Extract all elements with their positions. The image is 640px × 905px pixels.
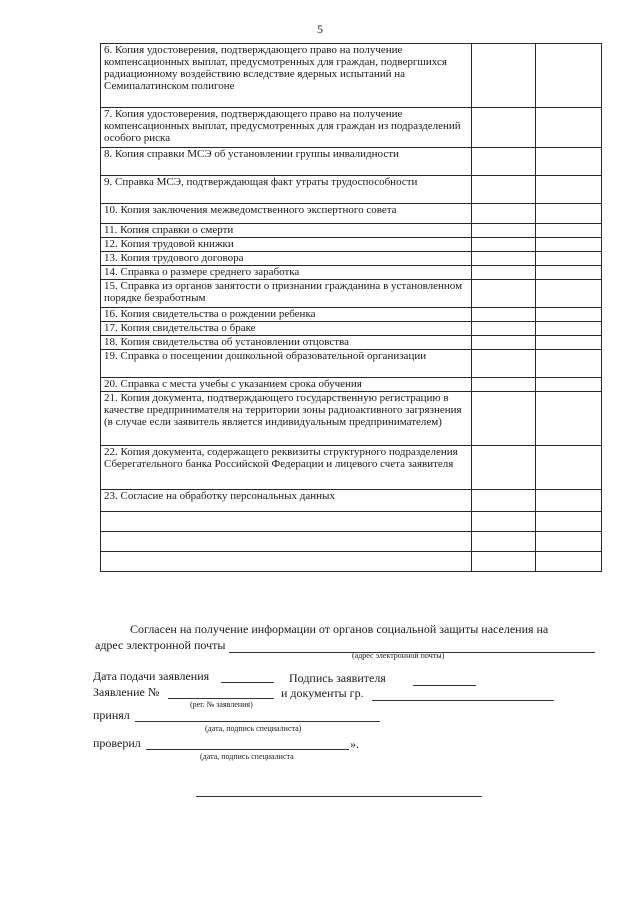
note-cell[interactable]	[536, 224, 602, 238]
checked-field[interactable]	[146, 749, 349, 750]
note-cell[interactable]	[536, 238, 602, 252]
document-cell	[101, 532, 472, 552]
note-cell[interactable]	[536, 490, 602, 512]
document-cell	[101, 44, 472, 108]
email-label: адрес электронной почты	[95, 638, 226, 652]
note-cell[interactable]	[536, 378, 602, 392]
application-number-field[interactable]	[168, 698, 274, 699]
document-name: 9. Справка МСЭ, подтверждающая факт утраты трудоспособности	[104, 176, 418, 188]
document-name: 11. Копия справки о смерти	[104, 224, 234, 236]
note-cell[interactable]	[536, 252, 602, 266]
document-name: 8. Копия справки МСЭ об установлении группы инвалидности	[104, 148, 399, 160]
document-cell	[101, 378, 472, 392]
table-row	[101, 512, 602, 532]
documents-label: и документы гр.	[281, 686, 364, 700]
table-row	[101, 238, 602, 252]
table-row	[101, 308, 602, 322]
note-cell[interactable]	[536, 322, 602, 336]
mark-cell[interactable]	[472, 322, 536, 336]
checked-label: проверил	[93, 736, 141, 750]
note-cell[interactable]	[536, 336, 602, 350]
table-row	[101, 392, 602, 446]
document-name: 18. Копия свидетельства об установлении отцовства	[104, 336, 349, 348]
consent-section	[95, 621, 595, 653]
note-cell[interactable]	[536, 204, 602, 224]
mark-cell[interactable]	[472, 148, 536, 176]
accepted-field[interactable]	[135, 721, 380, 722]
accepted-label: принял	[93, 708, 130, 722]
consent-text: Согласен на получение информации от органов социальной защиты населения на	[130, 622, 549, 636]
table-row	[101, 224, 602, 238]
mark-cell[interactable]	[472, 392, 536, 446]
mark-cell[interactable]	[472, 224, 536, 238]
application-number-label: Заявление №	[93, 685, 160, 699]
document-cell	[101, 252, 472, 266]
document-cell	[101, 224, 472, 238]
document-name: 16. Копия свидетельства о рождении ребенка	[104, 308, 316, 320]
mark-cell[interactable]	[472, 446, 536, 490]
note-cell[interactable]	[536, 532, 602, 552]
applicant-name-field[interactable]	[372, 700, 554, 701]
mark-cell[interactable]	[472, 238, 536, 252]
document-name: 10. Копия заключения межведомственного экспертного совета	[104, 204, 397, 216]
document-cell	[101, 512, 472, 532]
document-name: 20. Справка с места учебы с указанием срока обучения	[104, 378, 362, 390]
document-name: 6. Копия удостоверения, подтверждающего право на получение компенсационных выплат, предусмотренных для граждан, подвергшихся радиационному воздействию вследствие ядерных испытаний на Семипалатинском полигоне	[104, 44, 447, 92]
table-row	[101, 378, 602, 392]
document-name: 21. Копия документа, подтверждающего государственную регистрацию в качестве предпринимателя на территории зоны радиоактивного загрязнения (в случае если заявитель является индивидуальным предпринимателем)	[104, 392, 462, 428]
checked-hint: (дата, подпись специалиста	[200, 752, 294, 761]
table-row	[101, 446, 602, 490]
note-cell[interactable]	[536, 108, 602, 148]
document-cell	[101, 108, 472, 148]
document-cell	[101, 392, 472, 446]
mark-cell[interactable]	[472, 176, 536, 204]
table-row	[101, 350, 602, 378]
signature-field[interactable]	[413, 685, 476, 686]
mark-cell[interactable]	[472, 266, 536, 280]
table-row	[101, 44, 602, 108]
email-hint: (адрес электронной почты)	[352, 651, 445, 660]
table-row	[101, 252, 602, 266]
table-row	[101, 490, 602, 512]
note-cell[interactable]	[536, 512, 602, 532]
bottom-signature-line	[196, 796, 482, 797]
mark-cell[interactable]	[472, 350, 536, 378]
note-cell[interactable]	[536, 148, 602, 176]
document-cell	[101, 238, 472, 252]
date-field[interactable]	[221, 682, 274, 683]
table-row	[101, 280, 602, 308]
accepted-hint: (дата, подпись специалиста)	[205, 724, 302, 733]
mark-cell[interactable]	[472, 490, 536, 512]
table-row	[101, 336, 602, 350]
table-row	[101, 204, 602, 224]
mark-cell[interactable]	[472, 44, 536, 108]
table-row	[101, 108, 602, 148]
document-cell	[101, 280, 472, 308]
document-name: 19. Справка о посещении дошкольной образовательной организации	[104, 350, 427, 362]
table-row	[101, 266, 602, 280]
document-name: 14. Справка о размере среднего заработка	[104, 266, 300, 278]
mark-cell[interactable]	[472, 204, 536, 224]
document-cell	[101, 148, 472, 176]
document-name: 23. Согласие на обработку персональных данных	[104, 490, 335, 502]
document-cell	[101, 204, 472, 224]
mark-cell[interactable]	[472, 378, 536, 392]
note-cell[interactable]	[536, 266, 602, 280]
document-cell	[101, 490, 472, 512]
document-name: 12. Копия трудовой книжки	[104, 238, 234, 250]
mark-cell[interactable]	[472, 532, 536, 552]
mark-cell[interactable]	[472, 552, 536, 572]
mark-cell[interactable]	[472, 308, 536, 322]
document-cell	[101, 336, 472, 350]
document-cell	[101, 322, 472, 336]
note-cell[interactable]	[536, 44, 602, 108]
note-cell[interactable]	[536, 350, 602, 378]
table-row	[101, 532, 602, 552]
mark-cell[interactable]	[472, 108, 536, 148]
documents-table	[100, 43, 602, 572]
table-row	[101, 552, 602, 572]
mark-cell[interactable]	[472, 280, 536, 308]
table-row	[101, 176, 602, 204]
signature-label: Подпись заявителя	[289, 671, 386, 685]
document-cell	[101, 350, 472, 378]
document-name: 13. Копия трудового договора	[104, 252, 244, 264]
checked-end: ».	[350, 737, 359, 751]
document-cell	[101, 446, 472, 490]
date-label: Дата подачи заявления	[93, 669, 210, 683]
document-cell	[101, 308, 472, 322]
note-cell[interactable]	[536, 392, 602, 446]
mark-cell[interactable]	[472, 252, 536, 266]
document-name: 22. Копия документа, содержащего реквизиты структурного подразделения Сберегательного банка Российской Федерации и лицевого счета заявителя	[104, 446, 458, 470]
note-cell[interactable]	[536, 446, 602, 490]
note-cell[interactable]	[536, 280, 602, 308]
note-cell[interactable]	[536, 176, 602, 204]
table-row	[101, 148, 602, 176]
mark-cell[interactable]	[472, 512, 536, 532]
note-cell[interactable]	[536, 552, 602, 572]
document-name: 15. Справка из органов занятости о признании гражданина в установленном порядке безработным	[104, 280, 463, 304]
document-cell	[101, 176, 472, 204]
note-cell[interactable]	[536, 308, 602, 322]
mark-cell[interactable]	[472, 336, 536, 350]
document-cell	[101, 552, 472, 572]
page-number: 5	[317, 22, 323, 36]
reg-number-hint: (рег. № заявления)	[190, 700, 253, 709]
document-cell	[101, 266, 472, 280]
table-row	[101, 322, 602, 336]
document-name: 7. Копия удостоверения, подтверждающего право на получение компенсационных выплат, предусмотренных для граждан из подразделений особого риска	[104, 108, 461, 144]
document-name: 17. Копия свидетельства о браке	[104, 322, 256, 334]
